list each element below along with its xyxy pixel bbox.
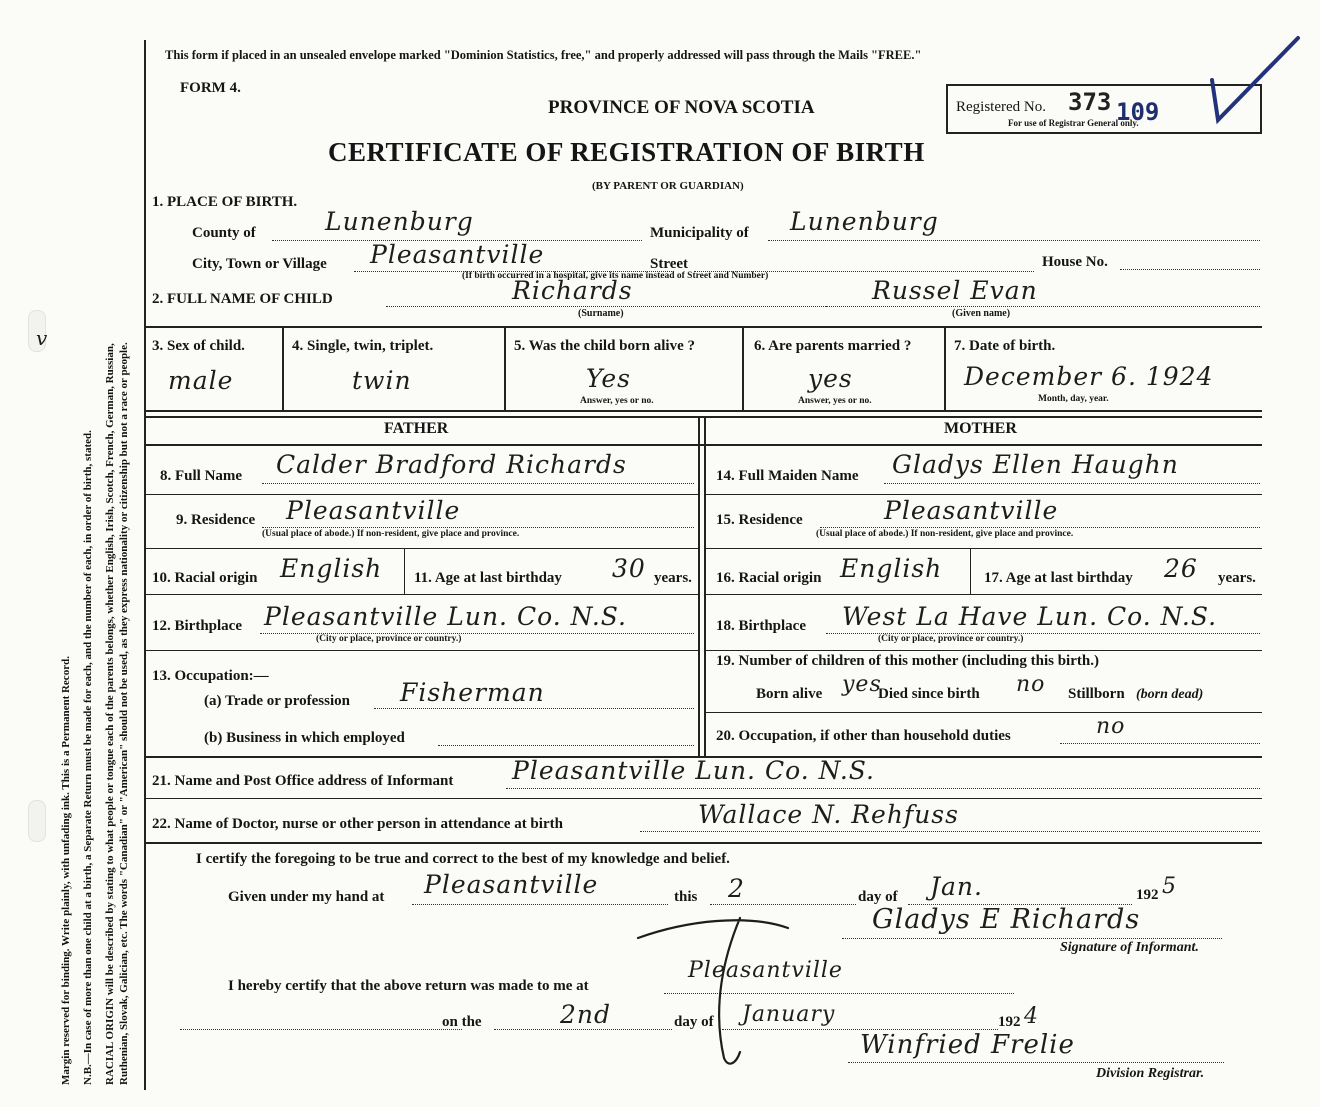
divider-above-certification bbox=[144, 842, 1262, 844]
registrar-signature: Winfried Frelie bbox=[860, 1030, 1075, 1060]
doctor-line bbox=[640, 831, 1260, 832]
divider-married-date bbox=[944, 326, 946, 410]
registrar-place-value: Pleasantville bbox=[688, 958, 843, 983]
form-number: FORM 4. bbox=[180, 80, 241, 96]
father-birthplace-value: Pleasantville Lun. Co. N.S. bbox=[264, 602, 627, 631]
given-caption: (Given name) bbox=[952, 308, 1011, 319]
divider-sex-plurality bbox=[282, 326, 284, 410]
informant-line bbox=[506, 788, 1260, 789]
mother-residence-label: 15. Residence bbox=[716, 512, 803, 528]
divider-father-mother-outer bbox=[698, 416, 700, 756]
divider-alive-married bbox=[742, 326, 744, 410]
mother-birthplace-value: West La Have Lun. Co. N.S. bbox=[842, 602, 1218, 631]
father-age-unit: years. bbox=[654, 570, 692, 586]
died-since-birth-label: Died since birth bbox=[878, 686, 980, 702]
mother-name-line bbox=[884, 483, 1260, 484]
county-label: County of bbox=[192, 225, 256, 241]
mother-racial-label: 16. Racial origin bbox=[716, 570, 822, 586]
father-residence-caption: (Usual place of abode.) If non-resident, give place and province. bbox=[262, 529, 520, 539]
father-name-label: 8. Full Name bbox=[160, 468, 243, 484]
registrar-signature-line bbox=[848, 1062, 1224, 1063]
alive-caption: Answer, yes or no. bbox=[580, 396, 654, 406]
municipality-value: Lunenburg bbox=[790, 207, 939, 236]
day-line bbox=[710, 904, 856, 905]
father-racial-label: 10. Racial origin bbox=[152, 570, 258, 586]
mother-divider-2 bbox=[704, 548, 1262, 549]
registered-label: Registered No. bbox=[956, 99, 1046, 115]
mother-residence-caption: (Usual place of abode.) If non-resident, give place and province. bbox=[816, 529, 1074, 539]
margin-line-3: RACIAL ORIGIN will be described by stating to what people or tongue each of the parents belongs, whether English, Irish, Scotch, French, German, Russian, bbox=[104, 343, 116, 1085]
informant-signature-caption: Signature of Informant. bbox=[1060, 940, 1199, 955]
father-occupation-label: 13. Occupation:— bbox=[152, 668, 269, 684]
father-name-value: Calder Bradford Richards bbox=[276, 450, 627, 479]
document-subtitle: (BY PARENT OR GUARDIAN) bbox=[592, 180, 744, 192]
registrar-day-of-label: day of bbox=[674, 1014, 714, 1030]
mother-age-label: 17. Age at last birthday bbox=[984, 570, 1133, 586]
mother-age-unit: years. bbox=[1218, 570, 1256, 586]
registrar-pen-flourish-icon bbox=[628, 906, 858, 1076]
born-alive-value: yes bbox=[842, 672, 882, 697]
mother-occupation-line bbox=[1060, 743, 1260, 744]
mail-notice: This form if placed in an unsealed envelope marked "Dominion Statistics, free," and properly addressed will pass through the Mails "FREE." bbox=[165, 48, 922, 62]
father-trade-value: Fisherman bbox=[400, 678, 545, 707]
province-name: PROVINCE OF NOVA SCOTIA bbox=[548, 97, 815, 118]
mother-residence-value: Pleasantville bbox=[884, 496, 1059, 525]
given-place-line bbox=[412, 904, 668, 905]
date-label: 7. Date of birth. bbox=[954, 338, 1056, 354]
mother-racial-value: English bbox=[840, 554, 943, 583]
mother-birthplace-caption: (City or place, province or country.) bbox=[878, 634, 1024, 644]
on-the-label: on the bbox=[442, 1014, 482, 1030]
father-residence-line bbox=[262, 527, 694, 528]
mother-children-label: 19. Number of children of this mother (including this birth.) bbox=[716, 653, 1099, 669]
plurality-value: twin bbox=[352, 366, 412, 395]
mother-occupation-value: no bbox=[1096, 714, 1126, 739]
sex-label: 3. Sex of child. bbox=[152, 338, 245, 354]
father-divider-3 bbox=[144, 594, 698, 595]
married-value: yes bbox=[808, 364, 853, 393]
mother-age-value: 26 bbox=[1164, 554, 1198, 583]
divider-above-child-details bbox=[144, 326, 1262, 328]
margin-check-mark: v bbox=[36, 326, 49, 350]
registrar-year-suffix: 4 bbox=[1024, 1004, 1039, 1029]
margin-line-2: N.B.—In case of more than one child at a birth, a Separate Return must be made for each, and the number of each, in order of birth, stated. bbox=[82, 430, 94, 1085]
margin-line-4: Ruthenian, Slovak, Galician, etc. The words "Canadian" or "American" should not be used, as they express nationality or citizenship but not a race or people. bbox=[118, 342, 130, 1085]
registrar-signature-caption: Division Registrar. bbox=[1096, 1066, 1205, 1081]
married-caption: Answer, yes or no. bbox=[798, 396, 872, 406]
informant-label: 21. Name and Post Office address of Informant bbox=[152, 773, 454, 789]
father-racial-age-divider bbox=[404, 548, 405, 594]
document-title: CERTIFICATE OF REGISTRATION OF BIRTH bbox=[328, 137, 925, 167]
year-prefix: 192 bbox=[1136, 887, 1159, 903]
father-trade-line bbox=[374, 708, 694, 709]
mother-heading: MOTHER bbox=[944, 420, 1017, 437]
mother-birthplace-label: 18. Birthplace bbox=[716, 618, 806, 634]
informant-signature-line bbox=[842, 938, 1222, 939]
child-given-value: Russel Evan bbox=[872, 276, 1038, 305]
father-trade-label: (a) Trade or profession bbox=[204, 693, 350, 709]
given-under-hand-label: Given under my hand at bbox=[228, 889, 385, 905]
registrar-year-prefix: 192 bbox=[998, 1014, 1021, 1030]
hospital-note: (If birth occurred in a hospital, give its name instead of Street and Number) bbox=[462, 271, 769, 281]
father-age-label: 11. Age at last birthday bbox=[414, 570, 562, 586]
street-label: Street bbox=[650, 256, 689, 272]
stillborn-label: Stillborn bbox=[1068, 686, 1125, 702]
married-label: 6. Are parents married ? bbox=[754, 338, 912, 354]
father-business-line bbox=[438, 745, 694, 746]
margin-line-1: Margin reserved for binding. Write plainly, with unfading ink. This is a Permanent Record. bbox=[60, 656, 72, 1085]
mother-divider-5 bbox=[704, 712, 1262, 713]
mother-racial-age-divider bbox=[970, 548, 971, 594]
plurality-label: 4. Single, twin, triplet. bbox=[292, 338, 434, 354]
punch-hole-bottom bbox=[28, 800, 46, 842]
house-label: House No. bbox=[1042, 254, 1108, 270]
registrar-month-value: January bbox=[742, 1002, 836, 1027]
father-heading: FATHER bbox=[384, 420, 449, 437]
mother-name-label: 14. Full Maiden Name bbox=[716, 468, 859, 484]
place-section-label: 1. PLACE OF BIRTH. bbox=[152, 194, 298, 210]
died-since-birth-value: no bbox=[1016, 672, 1046, 697]
father-divider-4 bbox=[144, 650, 698, 651]
blue-check-mark-icon bbox=[1198, 30, 1308, 130]
father-racial-value: English bbox=[280, 554, 383, 583]
divider-below-parent-headings bbox=[144, 444, 1262, 446]
divider-below-child-details bbox=[144, 410, 1262, 412]
child-given-line bbox=[826, 306, 1260, 307]
mother-divider-4 bbox=[704, 650, 1262, 651]
child-surname-line bbox=[386, 306, 826, 307]
mother-residence-line bbox=[820, 527, 1260, 528]
alive-label: 5. Was the child born alive ? bbox=[514, 338, 695, 354]
mother-occupation-label: 20. Occupation, if other than household duties bbox=[716, 728, 1011, 744]
city-value: Pleasantville bbox=[370, 240, 545, 269]
certification-statement: I certify the foregoing to be true and correct to the best of my knowledge and belief. bbox=[196, 851, 730, 867]
informant-value: Pleasantville Lun. Co. N.S. bbox=[512, 756, 875, 785]
father-divider-2 bbox=[144, 548, 698, 549]
doctor-value: Wallace N. Rehfuss bbox=[698, 800, 959, 829]
mother-divider-1 bbox=[704, 494, 1262, 495]
father-name-line bbox=[262, 483, 694, 484]
mother-name-value: Gladys Ellen Haughn bbox=[892, 450, 1179, 479]
registrar-left-line bbox=[180, 1029, 462, 1030]
informant-signature: Gladys E Richards bbox=[872, 904, 1141, 935]
frame-left-border bbox=[144, 40, 146, 1090]
month-value: Jan. bbox=[930, 872, 983, 901]
day-value: 2 bbox=[728, 874, 745, 903]
child-name-label: 2. FULL NAME OF CHILD bbox=[152, 291, 333, 307]
surname-caption: (Surname) bbox=[578, 308, 624, 319]
county-value: Lunenburg bbox=[325, 207, 474, 236]
sex-value: male bbox=[168, 366, 234, 395]
registrar-statement: I hereby certify that the above return was made to me at bbox=[228, 978, 589, 994]
this-label: this bbox=[674, 889, 698, 905]
father-divider-1 bbox=[144, 494, 698, 495]
father-birthplace-caption: (City or place, province or country.) bbox=[316, 634, 462, 644]
divider-above-doctor bbox=[144, 798, 1262, 799]
registrar-use-note: For use of Registrar General only. bbox=[1008, 118, 1139, 128]
father-residence-label: 9. Residence bbox=[176, 512, 256, 528]
registered-number-2: 109 bbox=[1116, 98, 1160, 126]
city-label: City, Town or Village bbox=[192, 256, 327, 272]
born-alive-label: Born alive bbox=[756, 686, 823, 702]
stillborn-note: (born dead) bbox=[1136, 687, 1204, 702]
day-of-label: day of bbox=[858, 889, 898, 905]
father-birthplace-label: 12. Birthplace bbox=[152, 618, 242, 634]
child-surname-value: Richards bbox=[512, 276, 633, 305]
divider-father-mother-inner bbox=[704, 416, 706, 756]
given-place-value: Pleasantville bbox=[424, 870, 599, 899]
doctor-label: 22. Name of Doctor, nurse or other person in attendance at birth bbox=[152, 816, 563, 832]
date-value: December 6. 1924 bbox=[964, 362, 1214, 391]
year-suffix: 5 bbox=[1162, 874, 1177, 899]
father-business-label: (b) Business in which employed bbox=[204, 730, 405, 746]
father-residence-value: Pleasantville bbox=[286, 496, 461, 525]
alive-value: Yes bbox=[586, 364, 631, 393]
father-age-value: 30 bbox=[612, 554, 646, 583]
house-line bbox=[1120, 269, 1260, 270]
divider-top-parents bbox=[144, 416, 1262, 418]
mother-divider-3 bbox=[704, 594, 1262, 595]
divider-plurality-alive bbox=[504, 326, 506, 410]
municipality-line bbox=[768, 240, 1260, 241]
registrar-day-value: 2nd bbox=[560, 1000, 612, 1029]
registered-number-1: 373 bbox=[1068, 88, 1112, 116]
date-caption: Month, day, year. bbox=[1038, 394, 1109, 404]
municipality-label: Municipality of bbox=[650, 225, 749, 241]
